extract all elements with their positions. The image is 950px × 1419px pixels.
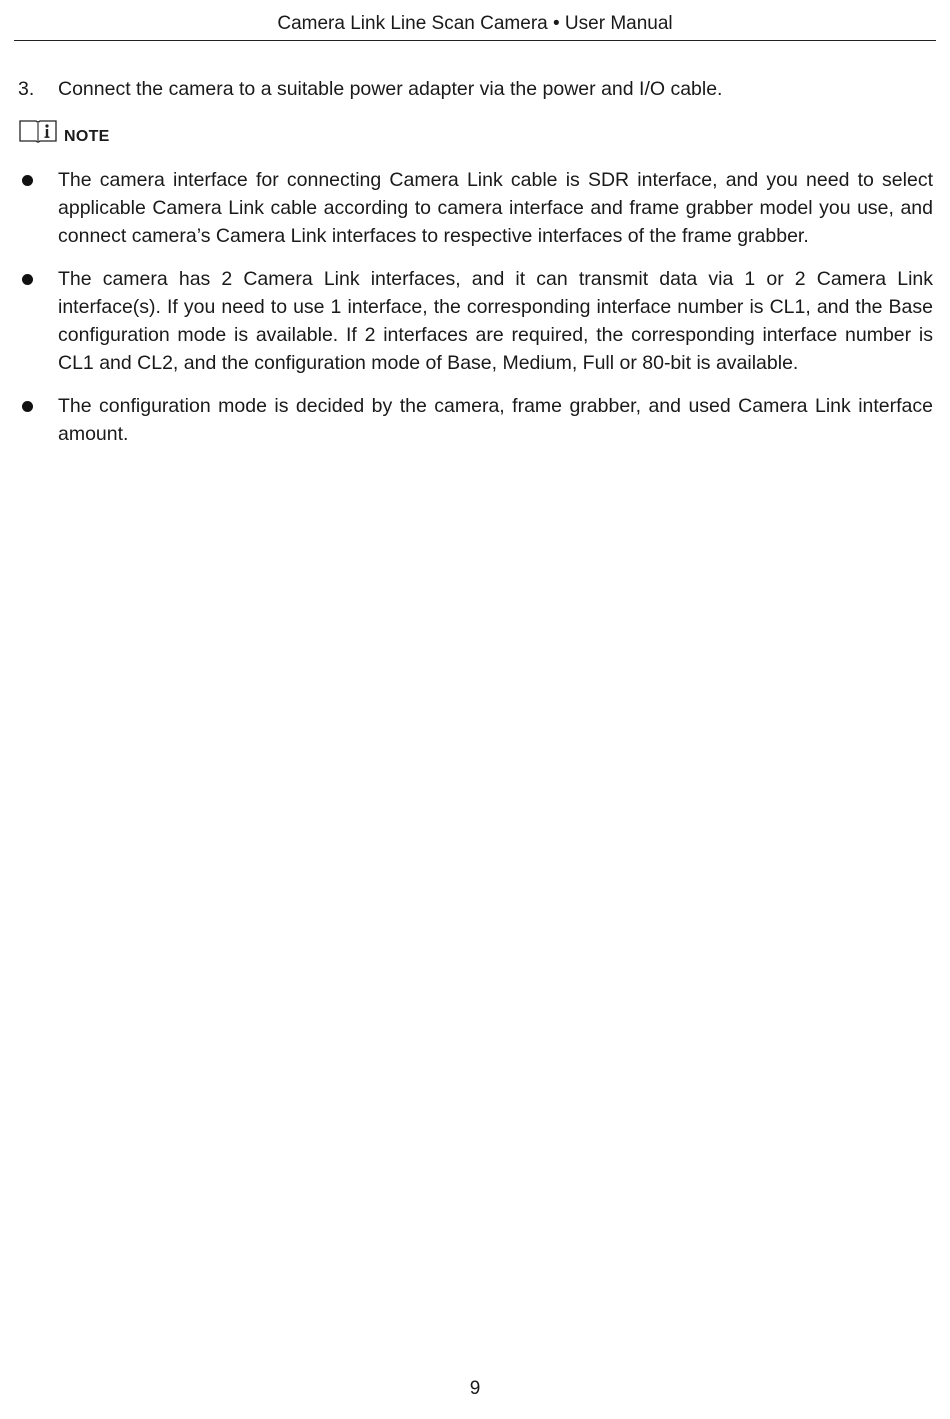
list-item [18,166,933,250]
note-heading [18,118,110,148]
note-book-icon [18,117,58,150]
bullet-dot [22,401,33,412]
page-header [14,10,936,41]
step-text: Connect the camera to a suitable power adapter via the power and I/O cable. [58,78,723,100]
page-footer [0,1376,950,1402]
step-number: 3. [18,78,35,100]
bullet-dot [22,274,33,285]
bullet-text: The configuration mode is decided by the camera, frame grabber, and used Camera Link interface amount. [58,395,933,445]
list-item [18,392,933,448]
bullet-dot [22,175,33,186]
bullet-text: The camera interface for connecting Camera Link cable is SDR interface, and you need to select applicable Camera Link cable according to camera interface and frame grabber model you use, and connect camera’s Camera Link interfaces to respective interfaces of the frame grabber. [58,169,933,247]
page-number: 9 [469,1378,481,1399]
step-item [18,76,932,102]
header-title: Camera Link Line Scan Camera • User Manual [277,13,673,34]
note-bullet-list [18,166,933,463]
note-label: NOTE [64,128,110,145]
bullet-text: The camera has 2 Camera Link interfaces, and it can transmit data via 1 or 2 Camera Link interface(s). If you need to use 1 interface, the corresponding interface number is CL1, and the Base configuration mode is available. If 2 interfaces are required, the corresponding interface number is CL1 and CL2, and the configuration mode of Base, Medium, Full or 80-bit is available. [58,268,933,374]
list-item [18,265,933,377]
